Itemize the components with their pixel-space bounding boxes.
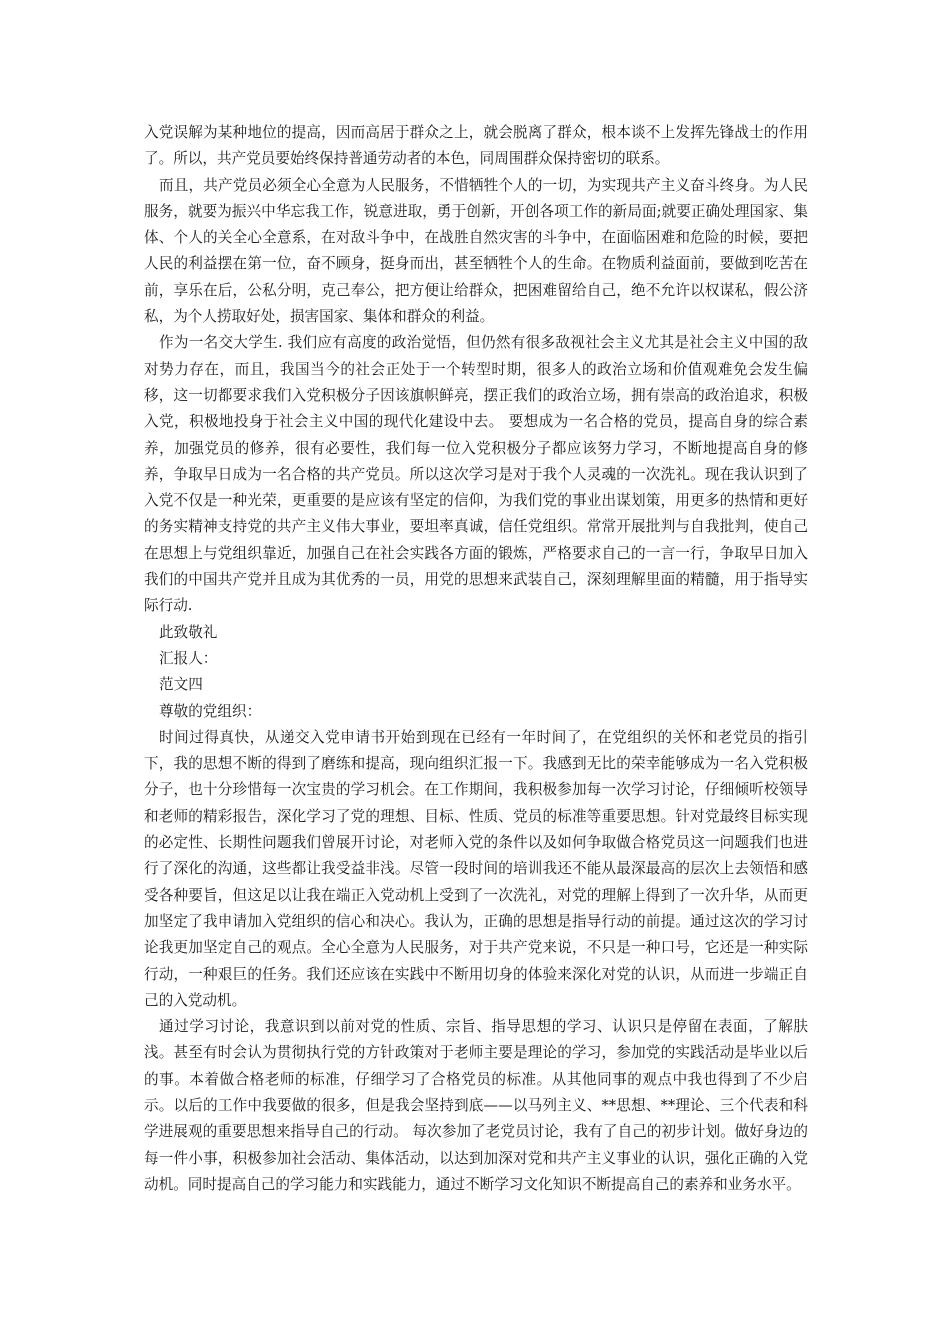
paragraph-continuation: 入党误解为某种地位的提高，因而高居于群众之上，就会脱离了群众，根本谈不上发挥先锋战士的作用了。所以，共产党员要始终保持普通劳动者的本色，同周围群众保持密切的联系。 xyxy=(144,124,808,168)
section-heading-sample-four: 范文四 xyxy=(159,676,203,694)
paragraph-through-study: 通过学习讨论，我意识到以前对党的性质、宗旨、指导思想的学习、认识只是停留在表面，了解肤浅。甚至有时会认为贯彻执行党的方针政策对于老师主要是理论的学习，参加党的实践活动是毕业以后的事。本着做合格老师的标准，仔细学习了合格党员的标准。从其他同事的观点中我也得到了不少启示。以后的工作中我要做的很多，但是我会坚持到底——以马列主义、**思想、**理论、三个代表和科学进展观的重要思想来指导自己的行动。 每次参加了老党员讨论，我有了自己的初步计划。做好身边的每一件小事，积极参加社会活动、集体活动，以达到加深对党和共产主义事业的认识，强化正确的入党动机。同时提高自己的学习能力和实践能力，通过不断学习文化知识不断提高自己的素养和业务水平。 xyxy=(144,1018,808,1193)
greeting: 尊敬的党组织： xyxy=(159,702,262,720)
paragraph-serve-people: 而且，共产党员必须全心全意为人民服务，不惜牺牲个人的一切，为实现共产主义奋斗终身。为人民服务，就要为振兴中华忘我工作，锐意进取，勇于创新，开创各项工作的新局面;就要正确处理国家、集体、个人的关全心全意系，在对敌斗争中，在战胜自然灾害的斗争中，在面临困难和危险的时候，要把人民的利益摆在第一位，奋不顾身，挺身而出，甚至牺牲个人的生命。在物质利益面前，要做到吃苦在前，享乐在后，公私分明，克己奉公，把方便让给群众，把困难留给自己，绝不允许以权谋私，假公济私，为个人捞取好处，损害国家、集体和群众的利益。 xyxy=(144,176,808,326)
paragraph-student-awareness: 作为一名交大学生. 我们应有高度的政治觉悟，但仍然有很多敌视社会主义尤其是社会主义中国的敌对势力存在，而且，我国当今的社会正处于一个转型时期，很多人的政治立场和价值观难免会发生偏移，这一切都要求我们入党积极分子因该旗帜鲜亮，摆正我们的政治立场，拥有崇高的政治追求，积极入党，积极地投身于社会主义中国的现代化建设中去。 要想成为一名合格的党员，提高自身的综合素养，加强党员的修养，很有必要性，我们每一位入党积极分子都应该努力学习，不断地提高自身的修养，争取早日成为一名合格的共产党员。所以这次学习是对于我个人灵魂的一次洗礼。现在我认识到了入党不仅是一种光荣，更重要的是应该有坚定的信仰，为我们党的事业出谋划策，用更多的热情和更好的务实精神支持党的共产主义伟大事业，要坦率真诚，信任党组织。常常开展批判与自我批判，使自己在思想上与党组织靠近，加强自己在社会实践各方面的锻炼，严格要求自己的一言一行，争取早日加入我们的中国共产党并且成为其优秀的一员，用党的思想来武装自己，深刻理解里面的精髓，用于指导实际行动. xyxy=(144,334,808,615)
document-body xyxy=(144,120,808,1198)
paragraph-time-flies: 时间过得真快，从递交入党申请书开始到现在已经有一年时间了，在党组织的关怀和老党员的指引下，我的思想不断的得到了磨练和提高，现向组织汇报一下。我感到无比的荣幸能够成为一名入党积极分子，也十分珍惜每一次宝贵的学习机会。在工作期间，我积极参加每一次学习讨论，仔细倾听校领导和老师的精彩报告，深化学习了党的理想、目标、性质、党员的标准等重要思想。针对党最终目标实现的必定性、长期性问题我们曾展开讨论，对老师入党的条件以及如何争取做合格党员这一问题我们也进行了深化的沟通，这些都让我受益非浅。尽管一段时间的培训我还不能从最深最高的层次上去领悟和感受各种要旨，但这足以让我在端正入党动机上受到了一次洗礼，对党的理解上得到了一次升华，从而更加坚定了我申请加入党组织的信心和决心。我认为，正确的思想是指导行动的前提。通过这次的学习讨论我更加坚定自己的观点。全心全意为人民服务，对于共产党来说，不只是一种口号，它还是一种实际行动，一种艰巨的任务。我们还应该在实践中不断用切身的体验来深化对党的认识，从而进一步端正自己的入党动机。 xyxy=(144,728,808,1009)
reporter-label: 汇报人： xyxy=(159,649,218,667)
closing-salutation: 此致敬礼 xyxy=(159,623,218,641)
